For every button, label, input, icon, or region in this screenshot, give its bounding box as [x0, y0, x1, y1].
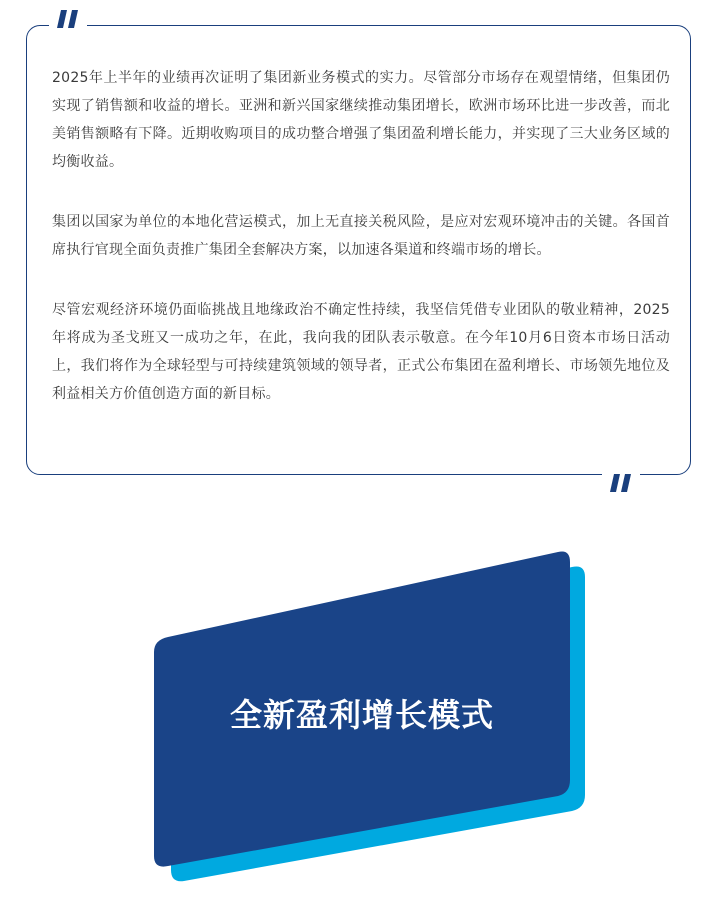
close-quote-icon [602, 474, 640, 492]
quote-box [26, 25, 691, 475]
quote-paragraph-2: 集团以国家为单位的本地化营运模式，加上无直接关税风险，是应对宏观环境冲击的关键。各国首席执行官现全面负责推广集团全套解决方案，以加速各渠道和终端市场的增长。 [52, 214, 670, 258]
section-banner [0, 540, 715, 899]
quote-paragraph-3: 尽管宏观经济环境仍面临挑战且地缘政治不确定性持续，我坚信凭借专业团队的敬业精神，2025年将成为圣戈班又一成功之年，在此，我向我的团队表示敬意。在今年10月6日资本市场日活动上，我们将作为全球轻型与可持续建筑领域的领导者，正式公布集团在盈利增长、市场领先地位及利益相关方价值创造方面的新目标。 [52, 302, 670, 402]
banner-title: 全新盈利增长模式 [229, 696, 494, 734]
open-quote-icon [49, 10, 87, 28]
quote-paragraph-1: 2025年上半年的业绩再次证明了集团新业务模式的实力。尽管部分市场存在观望情绪，但集团仍实现了销售额和收益的增长。亚洲和新兴国家继续推动集团增长，欧洲市场环比进一步改善，而北美销售额略有下降。近期收购项目的成功整合增强了集团盈利增长能力，并实现了三大业务区域的均衡收益。 [52, 70, 670, 170]
quote-text [52, 64, 670, 408]
